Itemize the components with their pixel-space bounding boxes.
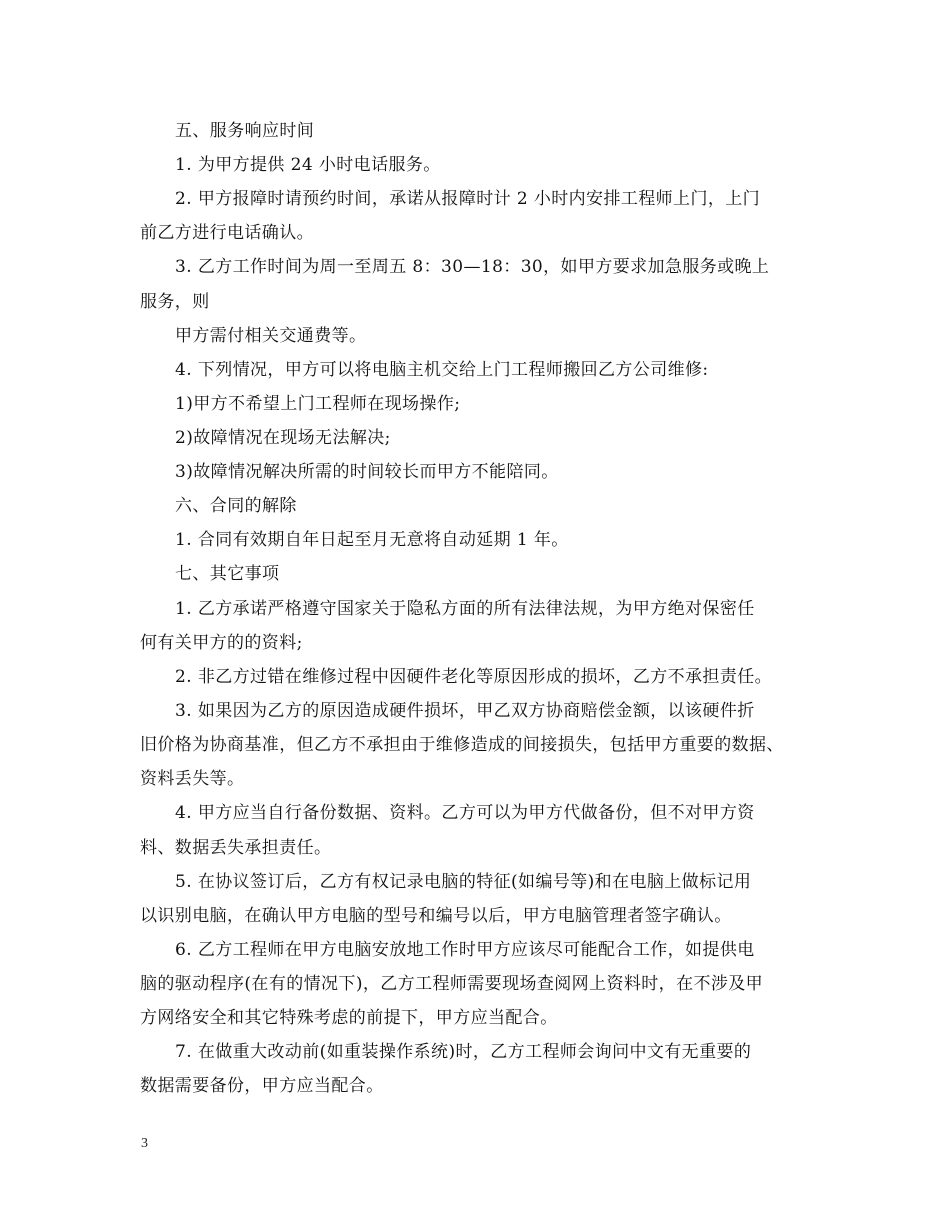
paragraph-line: 4. 下列情况，甲方可以将电脑主机交给上门工程师搬回乙方公司维修: xyxy=(175,360,709,380)
section-heading-service-response: 五、服务响应时间 xyxy=(175,121,315,141)
paragraph-line: 脑的驱动程序(在有的情况下)，乙方工程师需要现场查阅网上资料时，在不涉及甲 xyxy=(140,974,764,994)
paragraph-line: 料、数据丢失承担责任。 xyxy=(140,838,332,858)
list-item: 2)故障情况在现场无法解决; xyxy=(175,428,391,448)
paragraph-line: 甲方需付相关交通费等。 xyxy=(175,326,367,346)
paragraph-line: 数据需要备份，甲方应当配合。 xyxy=(140,1076,384,1096)
paragraph-line: 1. 为甲方提供 24 小时电话服务。 xyxy=(175,155,441,175)
paragraph-line: 6. 乙方工程师在甲方电脑安放地工作时甲方应该尽可能配合工作，如提供电 xyxy=(175,940,755,960)
paragraph-line: 何有关甲方的的资料; xyxy=(140,633,303,653)
paragraph-line: 方网络安全和其它特殊考虑的前提下，甲方应当配合。 xyxy=(140,1008,558,1028)
paragraph-line: 以识别电脑，在确认甲方电脑的型号和编号以后，甲方电脑管理者签字确认。 xyxy=(140,906,732,926)
section-heading-contract-termination: 六、合同的解除 xyxy=(175,496,297,516)
list-item: 1)甲方不希望上门工程师在现场操作; xyxy=(175,394,461,414)
paragraph-line: 1. 乙方承诺严格遵守国家关于隐私方面的所有法律法规，为甲方绝对保密任 xyxy=(175,599,755,619)
page-number: 3 xyxy=(141,1136,148,1151)
paragraph-line: 2. 甲方报障时请预约时间，承诺从报障时计 2 小时内安排工程师上门，上门 xyxy=(175,189,761,209)
paragraph-line: 5. 在协议签订后，乙方有权记录电脑的特征(如编号等)和在电脑上做标记用 xyxy=(175,872,752,892)
paragraph-line: 旧价格为协商基准，但乙方不承担由于维修造成的间接损失，包括甲方重要的数据、 xyxy=(140,735,784,755)
paragraph-line: 3. 乙方工作时间为周一至周五 8：30—18：30，如甲方要求加急服务或晚上 xyxy=(175,257,770,277)
paragraph-line: 服务，则 xyxy=(140,292,210,312)
paragraph-line: 2. 非乙方过错在维修过程中因硬件老化等原因形成的损坏，乙方不承担责任。 xyxy=(175,667,773,687)
paragraph-line: 1. 合同有效期自年日起至月无意将自动延期 1 年。 xyxy=(175,530,569,550)
paragraph-line: 7. 在做重大改动前(如重装操作系统)时，乙方工程师会询问中文有无重要的 xyxy=(175,1042,752,1062)
list-item: 3)故障情况解决所需的时间较长而甲方不能陪同。 xyxy=(175,462,559,482)
section-heading-other-matters: 七、其它事项 xyxy=(175,564,280,584)
paragraph-line: 3. 如果因为乙方的原因造成硬件损坏，甲乙双方协商赔偿金额，以该硬件折 xyxy=(175,701,755,721)
paragraph-line: 资料丢失等。 xyxy=(140,769,245,789)
paragraph-line: 前乙方进行电话确认。 xyxy=(140,223,314,243)
paragraph-line: 4. 甲方应当自行备份数据、资料。乙方可以为甲方代做备份，但不对甲方资 xyxy=(175,803,755,823)
